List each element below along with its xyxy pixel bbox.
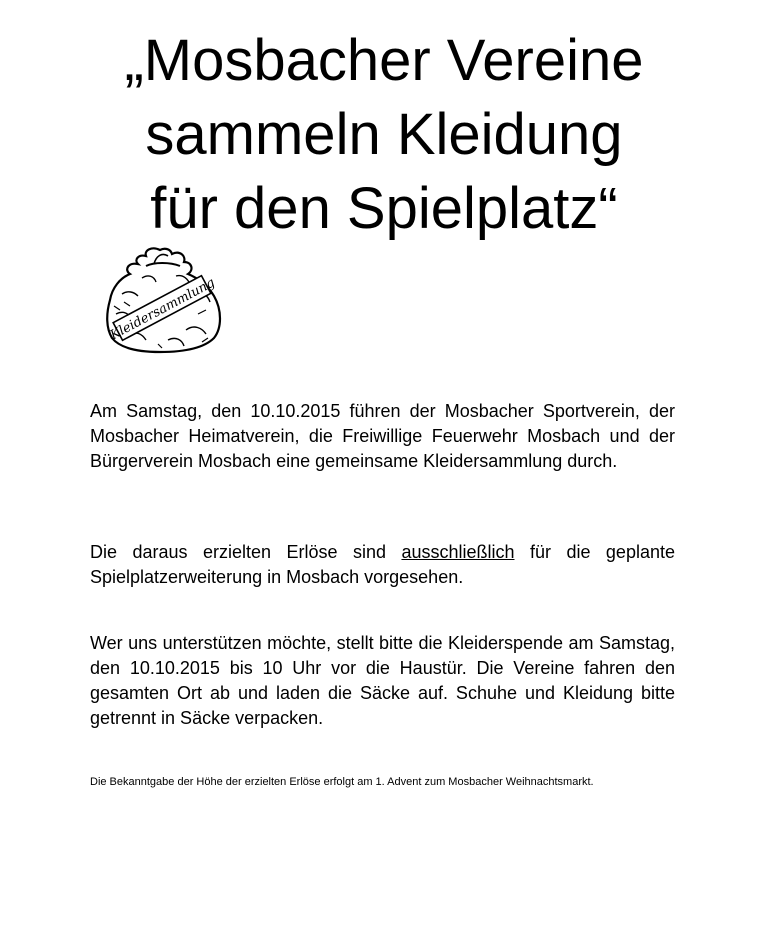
footnote-paragraph: Die Bekanntgabe der Höhe der erzielten Erlöse erfolgt am 1. Advent zum Mosbacher Weihnachtsmarkt. [90, 776, 594, 788]
title-line-3: für den Spielplatz“ [150, 176, 618, 241]
paragraph-1: Am Samstag, den 10.10.2015 führen der Mosbacher Sportverein, der Mosbacher Heimatverein, die Freiwillige Feuerwehr Mosbach und der Bürgerverein Mosbach eine gemeinsame Kleidersammlung durch. [90, 401, 675, 471]
page-title [40, 24, 728, 246]
paragraph-3: Wer uns unterstützen möchte, stellt bitte die Kleiderspende am Samstag, den 10.10.2015 bis 10 Uhr vor die Haustür. Die Vereine fahren den gesamten Ort ab und laden die Säcke auf. Schuhe und Kleidung bitte getrennt in Säcke verpacken. [90, 633, 675, 728]
clothing-bag-icon [98, 244, 226, 356]
title-line-2: sammeln Kleidung [145, 102, 623, 167]
paragraph-2-start: Die daraus erzielten Erlöse sind [90, 542, 402, 562]
title-line-1: „Mosbacher Vereine [124, 28, 644, 93]
paragraph-2-end: für die geplante Spielplatzerweiterung in Mosbach vorgesehen. [90, 542, 675, 587]
paragraph-2 [90, 540, 675, 590]
emphasis-underline: ausschließlich [401, 542, 515, 562]
illustration-label: Kleidersammlung [107, 275, 218, 344]
